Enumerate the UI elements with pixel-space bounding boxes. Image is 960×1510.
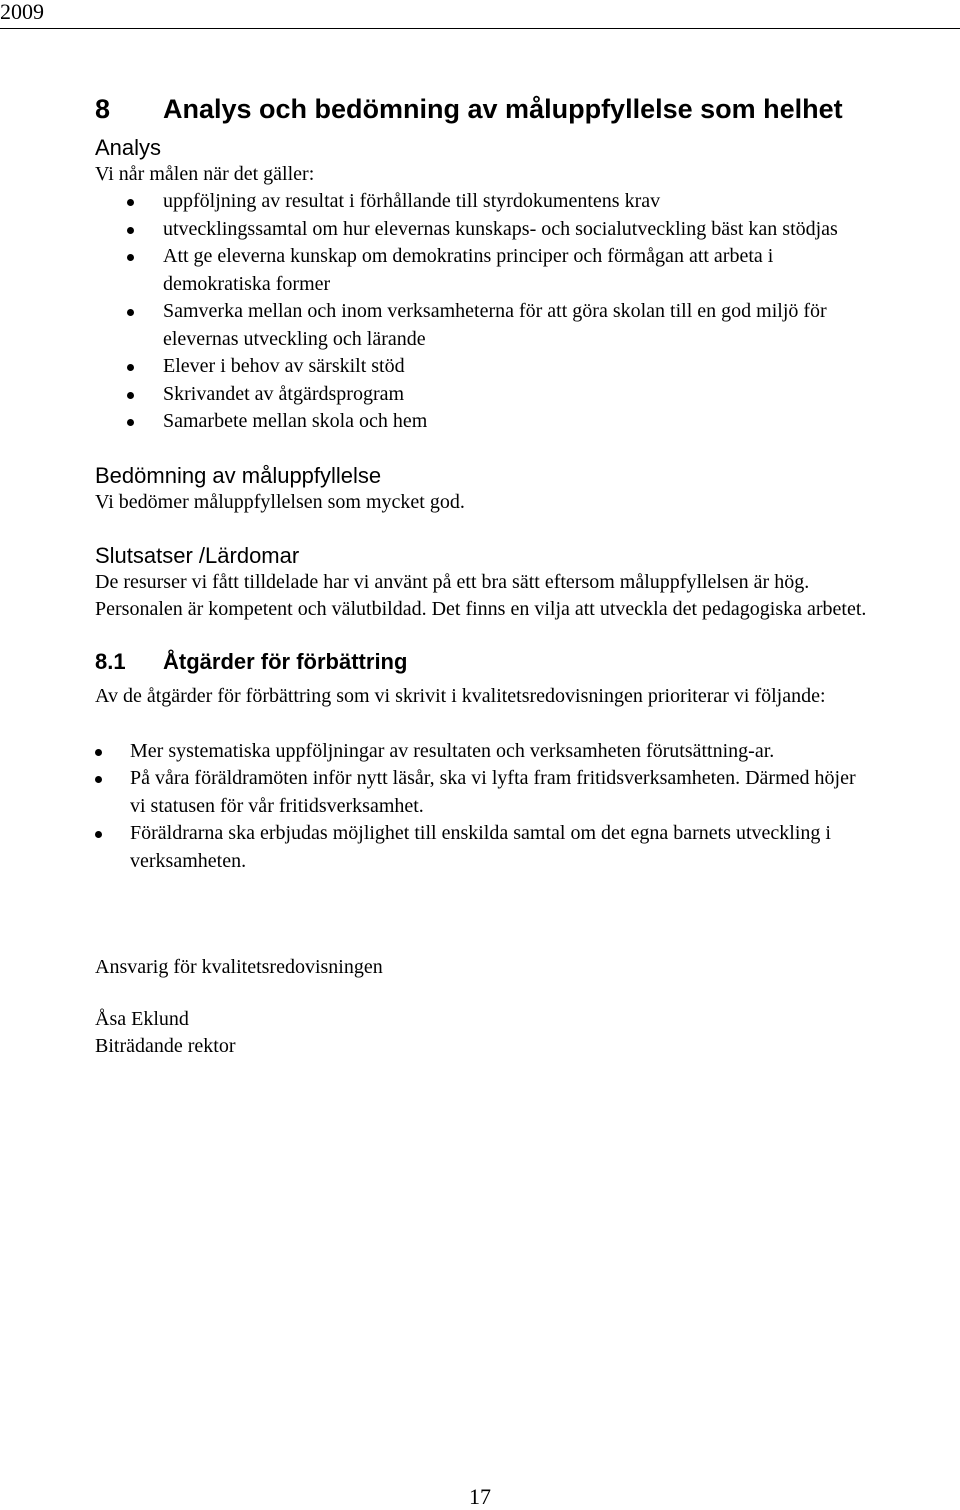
list-item: Mer systematiska uppföljningar av resultaten och verksamheten förutsättning-ar. (95, 738, 875, 766)
slutsatser-heading: Slutsatser /Lärdomar (95, 542, 300, 568)
list-item: Samarbete mellan skola och hem (95, 408, 875, 436)
bullet-icon (127, 227, 134, 234)
list-item: Samverka mellan och inom verksamheterna för att göra skolan till en god miljö för elevernas utveckling och lärande (95, 298, 875, 353)
page-number: 17 (469, 1484, 491, 1509)
bullet-icon (127, 419, 134, 426)
signature-title: Biträdande rektor (95, 1035, 236, 1057)
bullet-icon (127, 364, 134, 371)
subsection-heading (95, 647, 875, 677)
bullet-icon (127, 199, 134, 206)
header-year: 2009 (0, 0, 44, 24)
section-heading (95, 90, 875, 128)
page-content (95, 90, 875, 1060)
list-item: utvecklingssamtal om hur elevernas kunskaps- och socialutveckling bäst kan stödjas (95, 216, 875, 244)
bullet-icon (127, 309, 134, 316)
list-item: På våra föräldramöten inför nytt läsår, ska vi lyfta fram fritidsverksamheten. Därmed höjer vi statusen för vår fritidsverksamhet. (95, 765, 875, 820)
bullet-icon (127, 392, 134, 399)
bedomning-heading: Bedömning av måluppfyllelse (95, 462, 382, 488)
list-item: Att ge eleverna kunskap om demokratins principer och förmågan att arbeta i demokratiska former (95, 243, 875, 298)
signature-role: Ansvarig för kvalitetsredovisningen (95, 956, 383, 978)
bullet-icon (95, 831, 102, 838)
atgarder-list (95, 738, 875, 876)
bedomning-text: Vi bedömer måluppfyllelsen som mycket god. (95, 490, 465, 513)
bullet-icon (95, 776, 102, 783)
bullet-icon (127, 254, 134, 261)
analys-heading: Analys (95, 135, 162, 160)
subsection-intro: Av de åtgärder för förbättring som vi skrivit i kvalitetsredovisningen prioriterar vi följande: (95, 684, 826, 707)
section-title: Analys och bedömning av måluppfyllelse som helhet (163, 94, 843, 124)
list-item: Skrivandet av åtgärdsprogram (95, 381, 875, 409)
bullet-icon (95, 749, 102, 756)
list-item: Elever i behov av särskilt stöd (95, 353, 875, 381)
subsection-number: 8.1 (95, 648, 126, 674)
slutsatser-text: De resurser vi fått tilldelade har vi använt på ett bra sätt eftersom måluppfyllelsen är hög. Personalen är kompetent och välutbildad. Det finns en vilja att utveckla det pedagogiska arbetet. (95, 570, 867, 620)
analys-list (95, 188, 875, 436)
section-number: 8 (95, 94, 111, 124)
subsection-title: Åtgärder för förbättring (163, 648, 408, 674)
list-item: uppföljning av resultat i förhållande till styrdokumentens krav (95, 188, 875, 216)
analys-intro: Vi når målen när det gäller: (95, 163, 315, 185)
list-item: Föräldrarna ska erbjudas möjlighet till enskilda samtal om det egna barnets utveckling i verksamheten. (95, 820, 875, 875)
signature-name: Åsa Eklund (95, 1008, 189, 1030)
header-rule (0, 28, 960, 29)
